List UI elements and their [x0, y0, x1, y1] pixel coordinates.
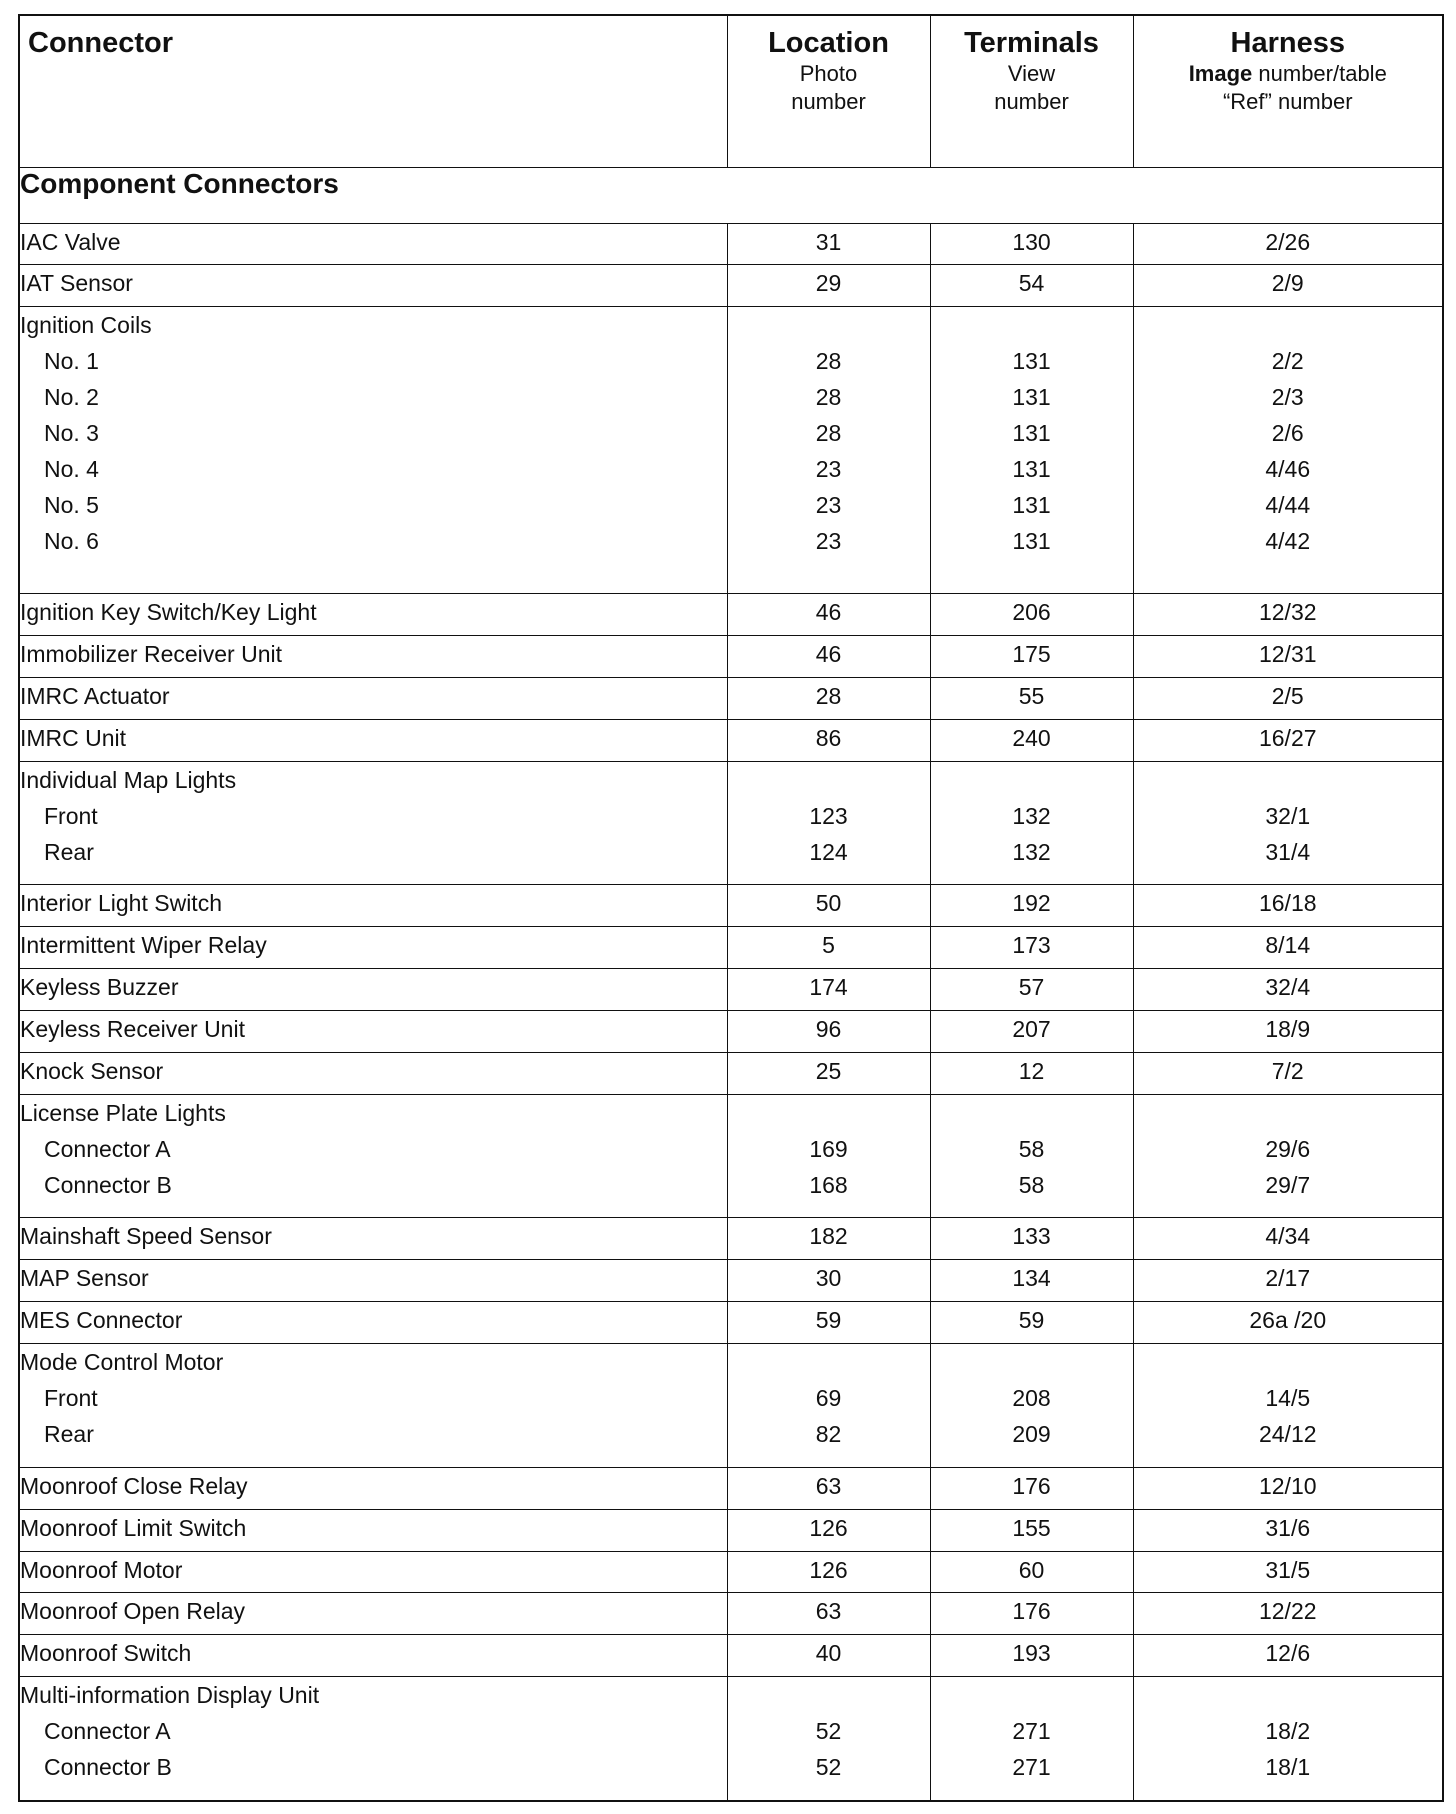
- table-row: [19, 1011, 1443, 1053]
- connector-name-cell: [19, 1635, 727, 1677]
- connector-name-cell: [19, 1052, 727, 1094]
- group-name: License Plate Lights: [20, 1099, 226, 1126]
- location-cell: [727, 677, 930, 719]
- harness-cell: [1133, 1302, 1443, 1344]
- group-name: Mode Control Motor: [20, 1349, 224, 1376]
- table-row: [19, 761, 1443, 885]
- sub-connector-name: Front: [44, 1385, 98, 1412]
- terminals-cell: [930, 1467, 1133, 1509]
- sub-connector-name: Front: [44, 802, 98, 829]
- harness-value: 12/10: [1258, 1472, 1317, 1499]
- header-terminals-sub2: number: [994, 89, 1069, 114]
- connector-name-cell: [19, 635, 727, 677]
- terminals-value: 206: [1012, 599, 1051, 626]
- terminals-cell: [930, 1011, 1133, 1053]
- terminals-value: 155: [1012, 1514, 1051, 1541]
- header-terminals-title: Terminals: [964, 27, 1099, 59]
- location-cell: [727, 1052, 930, 1094]
- harness-value: 4/34: [1265, 1223, 1311, 1250]
- location-value: 52: [815, 1718, 842, 1745]
- location-value: 86: [815, 724, 842, 751]
- terminals-value: 59: [1018, 1307, 1045, 1334]
- connector-name-cell: [19, 719, 727, 761]
- harness-cell: [1133, 1593, 1443, 1635]
- harness-cell: [1133, 1551, 1443, 1593]
- location-cell: [727, 1344, 930, 1468]
- terminals-cell: [930, 1677, 1133, 1801]
- connector-name: Moonroof Close Relay: [20, 1472, 248, 1499]
- terminals-value: 132: [1012, 838, 1051, 865]
- sub-connector-name: Rear: [44, 1421, 94, 1448]
- table-row: [19, 307, 1443, 594]
- blank-line: [1134, 1677, 1443, 1713]
- location-value: 5: [822, 932, 835, 959]
- blank-line: [931, 307, 1133, 343]
- terminals-value: 134: [1012, 1265, 1051, 1292]
- location-value: 169: [809, 1135, 848, 1162]
- blank-line: [728, 1095, 930, 1131]
- location-cell: [727, 635, 930, 677]
- location-value: 28: [815, 348, 842, 375]
- terminals-cell: [930, 761, 1133, 885]
- terminals-value: 60: [1018, 1556, 1045, 1583]
- table-row: [19, 265, 1443, 307]
- terminals-cell: [930, 1218, 1133, 1260]
- blank-line: [728, 762, 930, 798]
- connector-name-cell: [19, 1467, 727, 1509]
- blank-line: [728, 307, 930, 343]
- harness-cell: [1133, 1344, 1443, 1468]
- location-value: 174: [809, 974, 848, 1001]
- connector-name: Mainshaft Speed Sensor: [20, 1223, 272, 1250]
- harness-cell: [1133, 761, 1443, 885]
- connector-name: Moonroof Motor: [20, 1556, 183, 1583]
- harness-value: 4/44: [1265, 492, 1311, 519]
- harness-value: 2/5: [1271, 682, 1304, 709]
- location-value: 69: [815, 1385, 842, 1412]
- connector-name: MAP Sensor: [20, 1265, 149, 1292]
- connector-name: Interior Light Switch: [20, 890, 222, 917]
- harness-value: 26a /20: [1249, 1307, 1327, 1334]
- location-cell: [727, 1467, 930, 1509]
- location-cell: [727, 761, 930, 885]
- group-name: Multi-information Display Unit: [20, 1682, 320, 1709]
- location-value: 63: [815, 1472, 842, 1499]
- terminals-value: 192: [1012, 890, 1051, 917]
- location-value: 123: [809, 802, 848, 829]
- harness-cell: [1133, 719, 1443, 761]
- location-cell: [727, 719, 930, 761]
- location-cell: [727, 1635, 930, 1677]
- harness-value: 7/2: [1271, 1057, 1304, 1084]
- harness-value: 2/3: [1271, 384, 1304, 411]
- harness-value: 2/6: [1271, 420, 1304, 447]
- header-terminals: [930, 15, 1133, 168]
- connector-name: Keyless Buzzer: [20, 974, 179, 1001]
- sub-connector-name: No. 1: [44, 348, 99, 375]
- harness-value: 18/2: [1265, 1718, 1311, 1745]
- location-value: 59: [815, 1307, 842, 1334]
- terminals-cell: [930, 1260, 1133, 1302]
- header-location-title: Location: [768, 27, 889, 59]
- header-harness-sub2: “Ref” number: [1222, 89, 1353, 114]
- connector-name-cell: [19, 927, 727, 969]
- harness-cell: [1133, 1467, 1443, 1509]
- harness-value: 14/5: [1265, 1385, 1311, 1412]
- connector-name-cell: [19, 969, 727, 1011]
- harness-cell: [1133, 635, 1443, 677]
- harness-cell: [1133, 265, 1443, 307]
- connector-name-cell: [19, 1551, 727, 1593]
- terminals-value: 131: [1012, 456, 1051, 483]
- terminals-cell: [930, 719, 1133, 761]
- location-cell: [727, 1218, 930, 1260]
- sub-connector-name: Connector A: [44, 1718, 171, 1745]
- connector-name-cell: [19, 1260, 727, 1302]
- blank-line: [931, 1677, 1133, 1713]
- harness-cell: [1133, 677, 1443, 719]
- location-value: 25: [815, 1057, 842, 1084]
- terminals-value: 12: [1018, 1057, 1045, 1084]
- terminals-value: 131: [1012, 348, 1051, 375]
- connector-name-cell: [19, 594, 727, 636]
- connector-name: Ignition Key Switch/Key Light: [20, 599, 317, 626]
- blank-line: [728, 1677, 930, 1713]
- terminals-value: 271: [1012, 1754, 1051, 1781]
- terminals-cell: [930, 677, 1133, 719]
- table-row: [19, 1467, 1443, 1509]
- table-row: [19, 1052, 1443, 1094]
- location-cell: [727, 307, 930, 594]
- location-value: 96: [815, 1016, 842, 1043]
- table-row: [19, 1218, 1443, 1260]
- table-row: [19, 1094, 1443, 1218]
- terminals-value: 58: [1018, 1171, 1045, 1198]
- location-cell: [727, 969, 930, 1011]
- table-row: [19, 677, 1443, 719]
- table-row: [19, 719, 1443, 761]
- terminals-cell: [930, 885, 1133, 927]
- connector-name: Knock Sensor: [20, 1057, 164, 1084]
- blank-line: [931, 1095, 1133, 1131]
- connector-name-cell: [19, 1011, 727, 1053]
- location-value: 182: [809, 1223, 848, 1250]
- location-value: 46: [815, 599, 842, 626]
- harness-value: 18/1: [1265, 1754, 1311, 1781]
- terminals-cell: [930, 223, 1133, 265]
- connector-name: IMRC Actuator: [20, 682, 170, 709]
- terminals-value: 271: [1012, 1718, 1051, 1745]
- harness-cell: [1133, 885, 1443, 927]
- terminals-cell: [930, 1094, 1133, 1218]
- header-location-sub1: Photo: [799, 61, 858, 86]
- location-value: 31: [815, 228, 842, 255]
- section-title: Component Connectors: [19, 168, 1443, 224]
- terminals-value: 176: [1012, 1472, 1051, 1499]
- location-value: 126: [809, 1514, 848, 1541]
- header-harness-title: Harness: [1230, 27, 1345, 59]
- harness-cell: [1133, 307, 1443, 594]
- table-row: [19, 1551, 1443, 1593]
- connector-name-cell: [19, 1509, 727, 1551]
- location-value: 168: [809, 1171, 848, 1198]
- table-body: [19, 223, 1443, 1801]
- location-cell: [727, 594, 930, 636]
- sub-connector-name: Connector B: [44, 1754, 172, 1781]
- harness-value: 2/2: [1271, 348, 1304, 375]
- harness-cell: [1133, 1260, 1443, 1302]
- terminals-value: 131: [1012, 528, 1051, 555]
- header-harness-sub1-bold: Image: [1188, 61, 1253, 86]
- connector-name-cell: [19, 761, 727, 885]
- table-row: [19, 1593, 1443, 1635]
- terminals-cell: [930, 265, 1133, 307]
- connector-name: IAT Sensor: [20, 270, 133, 297]
- harness-cell: [1133, 223, 1443, 265]
- blank-line: [931, 762, 1133, 798]
- location-cell: [727, 1260, 930, 1302]
- header-connector: [19, 15, 727, 168]
- harness-value: 31/6: [1265, 1514, 1311, 1541]
- location-value: 29: [815, 270, 842, 297]
- table-row: [19, 223, 1443, 265]
- location-value: 23: [815, 456, 842, 483]
- sub-connector-name: Connector B: [44, 1171, 172, 1198]
- location-cell: [727, 1094, 930, 1218]
- blank-line: [931, 1344, 1133, 1380]
- connector-name: Intermittent Wiper Relay: [20, 932, 267, 959]
- table-row: [19, 1635, 1443, 1677]
- terminals-cell: [930, 307, 1133, 594]
- header-harness-sub1-rest: number/table: [1252, 61, 1387, 86]
- table-row: [19, 1509, 1443, 1551]
- connector-name-cell: [19, 265, 727, 307]
- connector-name: IAC Valve: [20, 228, 121, 255]
- terminals-value: 58: [1018, 1135, 1045, 1162]
- location-value: 28: [815, 420, 842, 447]
- terminals-cell: [930, 1593, 1133, 1635]
- sub-connector-name: No. 4: [44, 456, 99, 483]
- blank-line: [1134, 1344, 1443, 1380]
- harness-value: 32/1: [1265, 802, 1311, 829]
- terminals-cell: [930, 1635, 1133, 1677]
- terminals-value: 130: [1012, 228, 1051, 255]
- harness-value: 12/32: [1258, 599, 1317, 626]
- harness-value: 4/42: [1265, 528, 1311, 555]
- harness-cell: [1133, 1011, 1443, 1053]
- terminals-value: 240: [1012, 724, 1051, 751]
- location-value: 23: [815, 492, 842, 519]
- connector-name: Keyless Receiver Unit: [20, 1016, 245, 1043]
- group-name: Ignition Coils: [20, 312, 152, 339]
- location-cell: [727, 1677, 930, 1801]
- sub-connector-name: Rear: [44, 838, 94, 865]
- table-row: [19, 1677, 1443, 1801]
- location-value: 124: [809, 838, 848, 865]
- harness-value: 31/5: [1265, 1556, 1311, 1583]
- harness-value: 12/31: [1258, 640, 1317, 667]
- harness-cell: [1133, 969, 1443, 1011]
- connector-name-cell: [19, 1302, 727, 1344]
- terminals-value: 54: [1018, 270, 1045, 297]
- harness-value: 2/26: [1265, 228, 1311, 255]
- connector-name-cell: [19, 1677, 727, 1801]
- connector-name-cell: [19, 1218, 727, 1260]
- location-cell: [727, 885, 930, 927]
- terminals-cell: [930, 1052, 1133, 1094]
- connector-name: Moonroof Switch: [20, 1640, 192, 1667]
- terminals-value: 208: [1012, 1385, 1051, 1412]
- harness-cell: [1133, 1635, 1443, 1677]
- connector-name: MES Connector: [20, 1307, 183, 1334]
- table-row: [19, 1260, 1443, 1302]
- terminals-cell: [930, 635, 1133, 677]
- terminals-value: 131: [1012, 420, 1051, 447]
- terminals-value: 209: [1012, 1421, 1051, 1448]
- terminals-value: 132: [1012, 802, 1051, 829]
- location-value: 30: [815, 1265, 842, 1292]
- terminals-cell: [930, 1302, 1133, 1344]
- harness-value: 16/27: [1258, 724, 1317, 751]
- header-terminals-sub1: View: [1007, 61, 1056, 86]
- connector-name: Moonroof Open Relay: [20, 1598, 246, 1625]
- harness-value: 18/9: [1265, 1016, 1311, 1043]
- sub-connector-name: No. 6: [44, 528, 99, 555]
- harness-value: 4/46: [1265, 456, 1311, 483]
- location-value: 63: [815, 1598, 842, 1625]
- location-cell: [727, 927, 930, 969]
- harness-cell: [1133, 1509, 1443, 1551]
- harness-cell: [1133, 594, 1443, 636]
- table-row: [19, 969, 1443, 1011]
- harness-value: 2/9: [1271, 270, 1304, 297]
- location-value: 28: [815, 682, 842, 709]
- connector-name-cell: [19, 307, 727, 594]
- sub-connector-name: No. 3: [44, 420, 99, 447]
- location-cell: [727, 1593, 930, 1635]
- harness-cell: [1133, 1677, 1443, 1801]
- terminals-value: 55: [1018, 682, 1045, 709]
- terminals-value: 175: [1012, 640, 1051, 667]
- blank-line: [1134, 1095, 1443, 1131]
- terminals-value: 131: [1012, 384, 1051, 411]
- harness-value: 31/4: [1265, 838, 1311, 865]
- harness-value: 12/6: [1265, 1640, 1311, 1667]
- location-value: 23: [815, 528, 842, 555]
- connector-name-cell: [19, 223, 727, 265]
- header-connector-title: Connector: [28, 27, 173, 59]
- table-row: [19, 1302, 1443, 1344]
- terminals-cell: [930, 594, 1133, 636]
- location-value: 46: [815, 640, 842, 667]
- terminals-cell: [930, 1551, 1133, 1593]
- table-row: [19, 635, 1443, 677]
- location-cell: [727, 1551, 930, 1593]
- terminals-cell: [930, 927, 1133, 969]
- blank-line: [1134, 307, 1443, 343]
- location-value: 82: [815, 1421, 842, 1448]
- table-header-row: [19, 15, 1443, 168]
- connector-name: Moonroof Limit Switch: [20, 1514, 247, 1541]
- harness-cell: [1133, 1052, 1443, 1094]
- location-value: 28: [815, 384, 842, 411]
- location-value: 40: [815, 1640, 842, 1667]
- table-row: [19, 594, 1443, 636]
- sub-connector-name: No. 5: [44, 492, 99, 519]
- terminals-value: 173: [1012, 932, 1051, 959]
- terminals-value: 207: [1012, 1016, 1051, 1043]
- blank-line: [728, 1344, 930, 1380]
- connector-name-cell: [19, 1344, 727, 1468]
- harness-cell: [1133, 927, 1443, 969]
- connector-name-cell: [19, 1094, 727, 1218]
- harness-value: 2/17: [1265, 1265, 1311, 1292]
- harness-cell: [1133, 1094, 1443, 1218]
- location-cell: [727, 1509, 930, 1551]
- table-row: [19, 927, 1443, 969]
- header-location-sub2: number: [791, 89, 866, 114]
- sub-connector-name: No. 2: [44, 384, 99, 411]
- blank-line: [1134, 762, 1443, 798]
- location-value: 126: [809, 1556, 848, 1583]
- table-row: [19, 1344, 1443, 1468]
- location-cell: [727, 265, 930, 307]
- terminals-cell: [930, 969, 1133, 1011]
- harness-cell: [1133, 1218, 1443, 1260]
- header-harness-sub1: [1134, 60, 1443, 88]
- terminals-value: 57: [1018, 974, 1045, 1001]
- connector-table: [18, 14, 1444, 1802]
- harness-value: 8/14: [1265, 932, 1311, 959]
- harness-value: 16/18: [1258, 890, 1317, 917]
- sub-connector-name: Connector A: [44, 1135, 171, 1162]
- terminals-value: 133: [1012, 1223, 1051, 1250]
- connector-name: IMRC Unit: [20, 724, 127, 751]
- harness-value: 32/4: [1265, 974, 1311, 1001]
- table-row: [19, 885, 1443, 927]
- location-value: 52: [815, 1754, 842, 1781]
- section-row: [19, 168, 1443, 224]
- connector-name-cell: [19, 1593, 727, 1635]
- group-name: Individual Map Lights: [20, 766, 237, 793]
- location-value: 50: [815, 890, 842, 917]
- harness-value: 29/6: [1265, 1135, 1311, 1162]
- connector-name-cell: [19, 677, 727, 719]
- header-location: [727, 15, 930, 168]
- location-cell: [727, 1011, 930, 1053]
- connector-name: Immobilizer Receiver Unit: [20, 640, 283, 667]
- location-cell: [727, 1302, 930, 1344]
- harness-value: 12/22: [1258, 1598, 1317, 1625]
- location-cell: [727, 223, 930, 265]
- connector-name-cell: [19, 885, 727, 927]
- header-harness: [1133, 15, 1443, 168]
- terminals-cell: [930, 1509, 1133, 1551]
- terminals-value: 176: [1012, 1598, 1051, 1625]
- harness-value: 29/7: [1265, 1171, 1311, 1198]
- terminals-value: 193: [1012, 1640, 1051, 1667]
- harness-value: 24/12: [1258, 1421, 1317, 1448]
- terminals-cell: [930, 1344, 1133, 1468]
- terminals-value: 131: [1012, 492, 1051, 519]
